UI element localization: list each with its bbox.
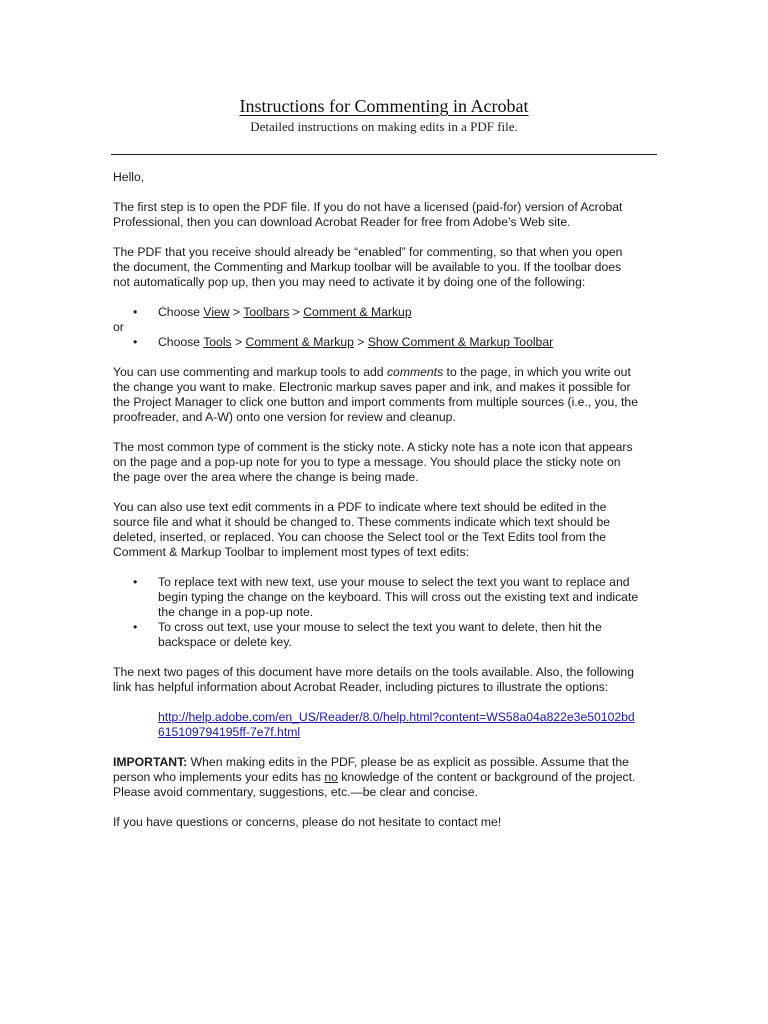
menu-item-comment-markup: Comment & Markup — [303, 305, 412, 319]
emphasis-comments: comments — [386, 365, 444, 379]
help-link-line-2[interactable]: 615109794195ff-7e7f.html — [158, 725, 301, 739]
text-run: to the page, in which you write out — [443, 365, 631, 379]
list-line: backspace or delete key. — [158, 635, 292, 649]
list-line: the change in a pop-up note. — [158, 605, 314, 619]
paragraph-line: The first step is to open the PDF file. If you do not have a licensed (paid-for) version of Acrobat — [113, 200, 623, 214]
important-label: IMPORTANT: — [113, 755, 188, 769]
paragraph-line: proofreader, and A-W) onto one version for review and cleanup. — [113, 410, 456, 424]
text-run: When making edits in the PDF, please be as explicit as possible. Assume that the — [187, 755, 629, 769]
menu-prefix: Choose — [158, 335, 204, 349]
paragraph-line: the document, the Commenting and Markup toolbar will be available to you. If the toolbar does — [113, 260, 622, 274]
menu-item-view: View — [203, 305, 230, 319]
menu-separator: > — [353, 335, 368, 349]
menu-item-tools: Tools — [203, 335, 232, 349]
paragraph-markup-tools — [113, 365, 661, 425]
paragraph-line: Comment & Markup Toolbar to implement most types of text edits: — [113, 545, 470, 559]
paragraph-line: The PDF that you receive should already be “enabled” for commenting, so that when you open — [113, 245, 623, 259]
paragraph-sticky-note — [113, 440, 661, 485]
help-link-block — [113, 710, 661, 740]
paragraph-line: You can also use text edit comments in a PDF to indicate where text should be edited in the — [113, 500, 607, 514]
paragraph-next-pages — [113, 665, 661, 695]
paragraph-line: the page over the area where the change is being made. — [113, 470, 419, 484]
paragraph-line: source file and what it should be changed to. These comments indicate which text should be — [113, 515, 611, 529]
text-run: You can use commenting and markup tools to add — [113, 365, 387, 379]
paragraph-open-pdf — [113, 200, 661, 230]
bullet-icon: • — [133, 335, 138, 349]
document-body — [113, 170, 661, 845]
list-line: begin typing the change on the keyboard. This will cross out the existing text and indicate — [158, 590, 639, 604]
menu-item-comment-markup: Comment & Markup — [245, 335, 354, 349]
menu-path-list-1 — [113, 305, 661, 320]
paragraph-line: Professional, then you can download Acrobat Reader for free from Adobe’s Web site. — [113, 215, 571, 229]
or-label: or — [113, 320, 124, 334]
paragraph-line: the change you want to make. Electronic markup saves paper and ink, and makes it possible for — [113, 380, 631, 394]
help-link-line-1[interactable]: http://help.adobe.com/en_US/Reader/8.0/help.html?content=WS58a04a822e3e50102bd — [158, 710, 635, 724]
paragraph-line: deleted, inserted, or replaced. You can choose the Select tool or the Text Edits tool from the — [113, 530, 606, 544]
menu-item-toolbars: Toolbars — [243, 305, 290, 319]
emphasis-no: no — [324, 770, 338, 784]
paragraph-line — [113, 365, 661, 380]
text-run: knowledge of the content or background of the project. — [337, 770, 636, 784]
paragraph-line: The next two pages of this document have more details on the tools available. Also, the following — [113, 665, 634, 679]
paragraph-line: If you have questions or concerns, please do not hesitate to contact me! — [113, 815, 502, 829]
paragraph-important — [113, 755, 661, 800]
header-divider — [111, 154, 657, 155]
menu-separator: > — [231, 335, 246, 349]
bullet-icon: • — [133, 620, 138, 634]
paragraph-enabled — [113, 245, 661, 290]
menu-path-view — [113, 305, 661, 320]
paragraph-line — [113, 755, 661, 770]
paragraph-line: Please avoid commentary, suggestions, etc.—be clear and concise. — [113, 785, 478, 799]
menu-separator: > — [289, 305, 304, 319]
paragraph-text-edits — [113, 500, 661, 560]
paragraph-line: link has helpful information about Acrobat Reader, including pictures to illustrate the options: — [113, 680, 609, 694]
text-edit-bullets — [113, 575, 661, 650]
text-run: person who implements your edits has — [113, 770, 325, 784]
greeting — [113, 170, 661, 185]
menu-prefix: Choose — [158, 305, 204, 319]
greeting-text: Hello, — [113, 170, 145, 184]
list-line: To replace text with new text, use your mouse to select the text you want to replace and — [158, 575, 630, 589]
menu-path-tools — [113, 335, 661, 350]
paragraph-line: not automatically pop up, then you may need to activate it by doing one of the following: — [113, 275, 586, 289]
bullet-icon: • — [133, 305, 138, 319]
menu-separator: > — [229, 305, 244, 319]
document-subtitle: Detailed instructions on making edits in a PDF file. — [250, 119, 518, 134]
paragraph-line: on the page and a pop-up note for you to type a message. You should place the sticky note on — [113, 455, 621, 469]
paragraph-line: the Project Manager to click one button and import comments from multiple sources (i.e., you, the — [113, 395, 638, 409]
paragraph-line — [113, 770, 661, 785]
list-item — [113, 620, 661, 650]
paragraph-closing — [113, 815, 661, 830]
bullet-icon: • — [133, 575, 138, 589]
paragraph-line: The most common type of comment is the sticky note. A sticky note has a note icon that appears — [113, 440, 633, 454]
list-line: To cross out text, use your mouse to select the text you want to delete, then hit the — [158, 620, 602, 634]
list-item — [113, 575, 661, 620]
document-title: Instructions for Commenting in Acrobat — [239, 96, 529, 116]
menu-path-list-2 — [113, 335, 661, 350]
menu-item-show-toolbar: Show Comment & Markup Toolbar — [367, 335, 554, 349]
